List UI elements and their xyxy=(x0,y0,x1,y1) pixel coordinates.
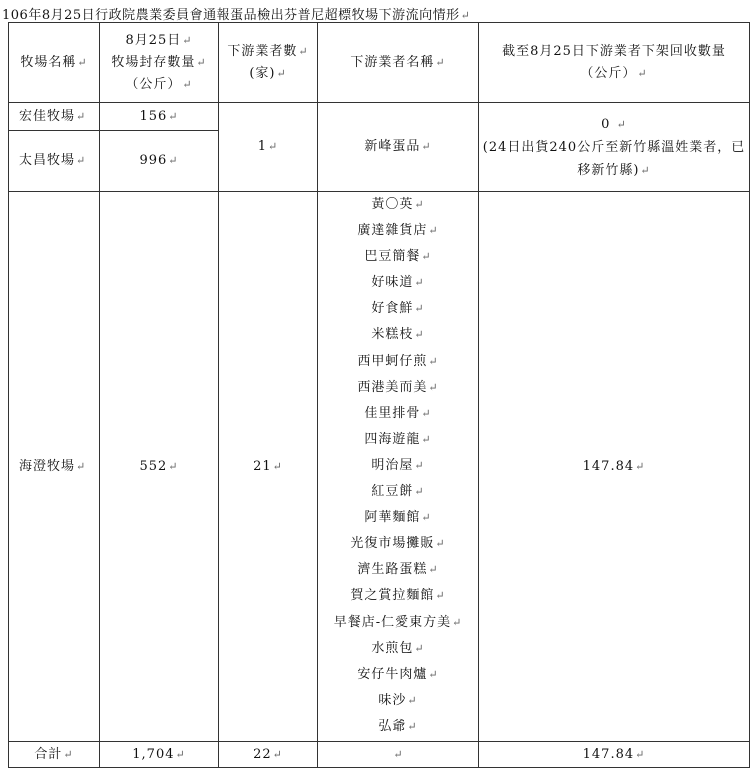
farm-downstream-table xyxy=(8,22,750,768)
total-downstream-names-cell: ↵ xyxy=(318,742,479,768)
list-item: 弘爺↵ xyxy=(378,718,418,734)
stock-cell: 552↵ xyxy=(100,192,219,742)
total-downstream-count-cell: 22↵ xyxy=(219,742,318,768)
total-label-cell: 合計↵ xyxy=(9,742,100,768)
header-downstream-count: 下游業者數↵ (家)↵ xyxy=(219,23,318,103)
list-item: 濟生路蛋糕↵ xyxy=(357,562,439,578)
list-item: 賀之賞拉麵館↵ xyxy=(350,588,446,604)
list-item: 明治屋↵ xyxy=(371,457,425,473)
total-recalled-cell: 147.84↵ xyxy=(479,742,750,768)
header-downstream-names: 下游業者名稱↵ xyxy=(318,23,479,103)
stock-cell: 996↵ xyxy=(100,131,219,192)
list-item: 紅豆餅↵ xyxy=(371,484,425,500)
list-item: 早餐店-仁愛東方美↵ xyxy=(333,614,463,630)
header-farm-name: 牧場名稱↵ xyxy=(9,23,100,103)
list-item: 味沙↵ xyxy=(378,692,418,708)
list-item: 黃〇英↵ xyxy=(371,197,425,212)
downstream-count-cell: 21↵ xyxy=(219,192,318,742)
farm-name-cell: 海澄牧場↵ xyxy=(9,192,100,742)
list-item: 光復市場攤販↵ xyxy=(350,536,446,552)
list-item: 米糕枝↵ xyxy=(371,327,425,343)
farm-name-cell: 太昌牧場↵ xyxy=(9,131,100,192)
recalled-cell: 147.84↵ xyxy=(479,192,750,742)
list-item: 安仔牛肉爐↵ xyxy=(357,666,439,682)
list-item: 好食鮮↵ xyxy=(371,301,425,317)
list-item: 西港美而美↵ xyxy=(357,379,439,395)
list-item: 阿華麵館↵ xyxy=(364,510,432,526)
list-item: 西甲蚵仔煎↵ xyxy=(357,353,439,369)
return-mark: ↵ xyxy=(460,9,471,22)
list-item: 巴豆簡餐↵ xyxy=(364,249,432,265)
downstream-names-cell: 新峰蛋品↵ xyxy=(318,103,479,192)
total-row xyxy=(9,742,750,768)
table-row xyxy=(9,192,750,742)
list-item: 四海遊龍↵ xyxy=(364,431,432,447)
total-stock-cell: 1,704↵ xyxy=(100,742,219,768)
table-row xyxy=(9,103,750,131)
farm-name-cell: 宏佳牧場↵ xyxy=(9,103,100,131)
downstream-names-list xyxy=(318,192,479,742)
list-item: 佳里排骨↵ xyxy=(364,405,432,421)
list-item: 好味道↵ xyxy=(371,275,425,291)
list-item: 水煎包↵ xyxy=(371,640,425,656)
recalled-cell: 0 ↵ (24日出貨240公斤至新竹縣溫姓業者，已移新竹縣)↵ xyxy=(479,103,750,192)
header-recalled: 截至8月25日下游業者下架回收數量 （公斤）↵ xyxy=(479,23,750,103)
document-title: 106年8月25日行政院農業委員會通報蛋品檢出芬普尼超標牧場下游流向情形↵ xyxy=(2,8,471,23)
header-row xyxy=(9,23,750,103)
downstream-count-cell: 1↵ xyxy=(219,103,318,192)
stock-cell: 156↵ xyxy=(100,103,219,131)
header-sealed-stock: 8月25日↵ 牧場封存數量↵ （公斤）↵ xyxy=(100,23,219,103)
list-item: 廣達雜貨店↵ xyxy=(357,223,439,239)
